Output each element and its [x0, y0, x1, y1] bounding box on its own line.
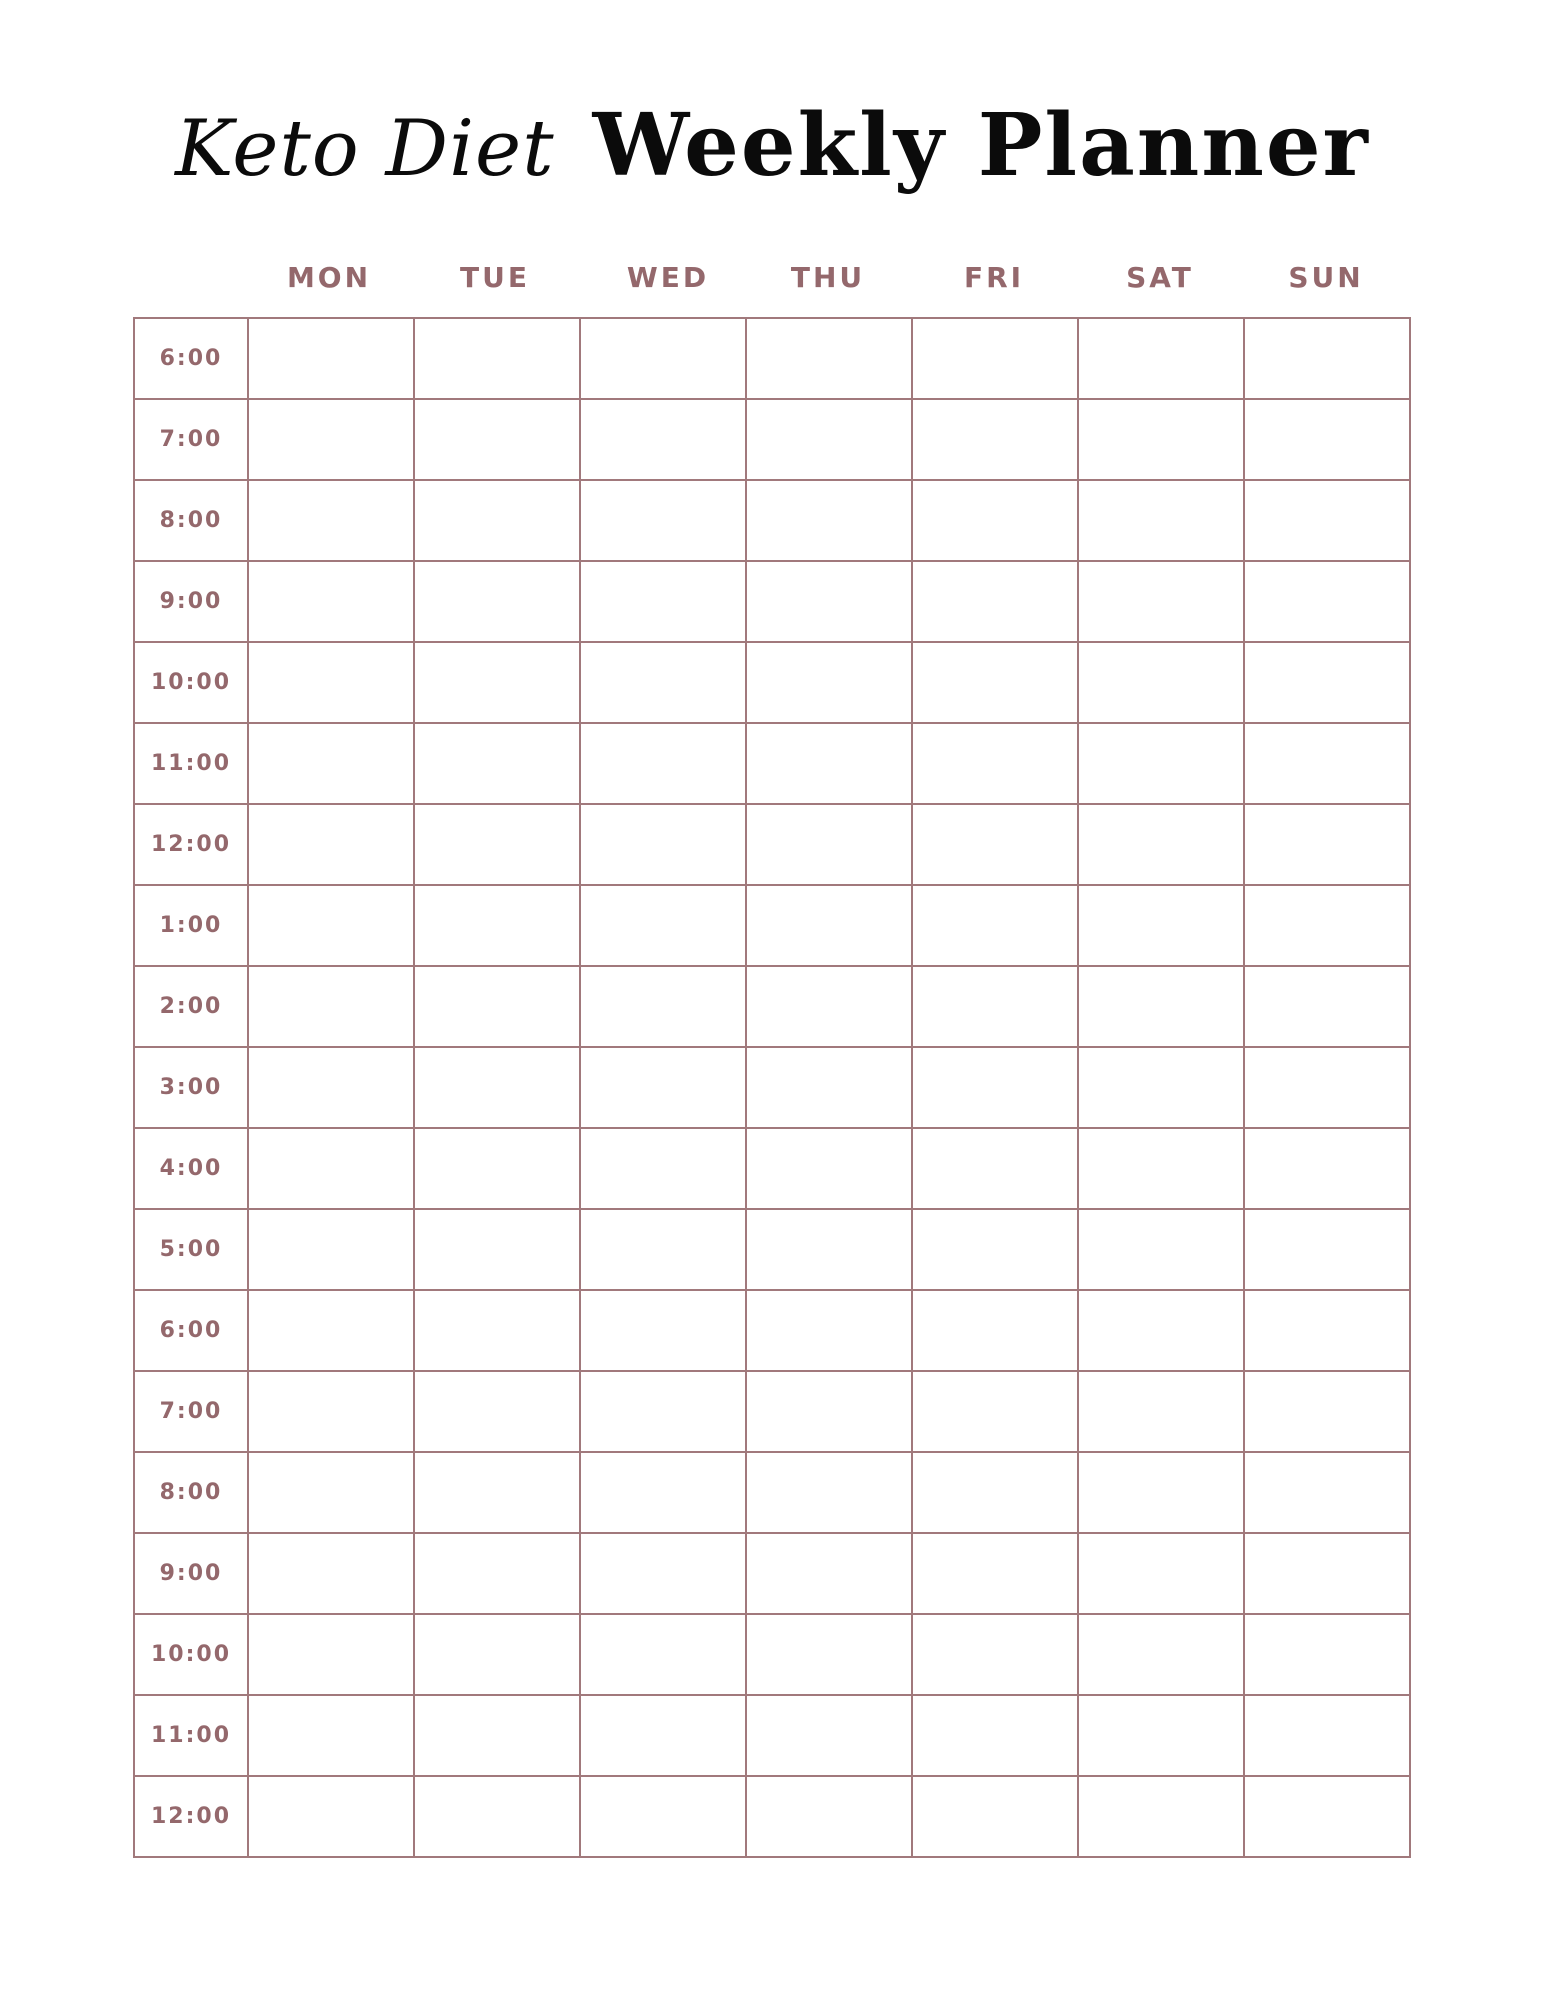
time-row [134, 480, 1410, 561]
time-row [134, 1047, 1410, 1128]
slot-cell-fri[interactable] [912, 561, 1078, 642]
slot-cell-mon[interactable] [248, 480, 414, 561]
slot-cell-tue[interactable] [414, 1452, 580, 1533]
slot-cell-sat[interactable] [1078, 480, 1244, 561]
slot-cell-wed[interactable] [580, 1209, 746, 1290]
time-row [134, 642, 1410, 723]
slot-cell-thu[interactable] [746, 1371, 912, 1452]
day-header-thu: THU [790, 261, 866, 294]
slot-cell-sun[interactable] [1244, 561, 1410, 642]
slot-cell-wed[interactable] [580, 966, 746, 1047]
slot-cell-sun[interactable] [1244, 804, 1410, 885]
slot-cell-thu[interactable] [746, 1452, 912, 1533]
slot-cell-sat[interactable] [1078, 966, 1244, 1047]
slot-cell-wed[interactable] [580, 480, 746, 561]
time-label: 12:00 [134, 1776, 248, 1857]
time-label: 12:00 [134, 804, 248, 885]
slot-cell-fri[interactable] [912, 1452, 1078, 1533]
day-header-mon: MON [286, 261, 372, 294]
slot-cell-mon[interactable] [248, 1128, 414, 1209]
slot-cell-sat[interactable] [1078, 1209, 1244, 1290]
slot-cell-sun[interactable] [1244, 1290, 1410, 1371]
slot-cell-thu[interactable] [746, 642, 912, 723]
slot-cell-sat[interactable] [1078, 1452, 1244, 1533]
slot-cell-wed[interactable] [580, 1695, 746, 1776]
slot-cell-thu[interactable] [746, 966, 912, 1047]
page-title [0, 95, 1545, 196]
slot-cell-thu[interactable] [746, 1695, 912, 1776]
slot-cell-sat[interactable] [1078, 1533, 1244, 1614]
slot-cell-wed[interactable] [580, 1614, 746, 1695]
slot-cell-sun[interactable] [1244, 966, 1410, 1047]
slot-cell-sat[interactable] [1078, 804, 1244, 885]
slot-cell-thu[interactable] [746, 1290, 912, 1371]
slot-cell-wed[interactable] [580, 1128, 746, 1209]
slot-cell-sat[interactable] [1078, 642, 1244, 723]
slot-cell-fri[interactable] [912, 318, 1078, 399]
slot-cell-fri[interactable] [912, 723, 1078, 804]
time-row [134, 1290, 1410, 1371]
slot-cell-fri[interactable] [912, 1209, 1078, 1290]
slot-cell-sun[interactable] [1244, 1209, 1410, 1290]
slot-cell-mon[interactable] [248, 1533, 414, 1614]
slot-cell-fri[interactable] [912, 1290, 1078, 1371]
time-row [134, 723, 1410, 804]
day-header-fri: FRI [963, 261, 1025, 294]
slot-cell-sun[interactable] [1244, 480, 1410, 561]
day-header-sun: SUN [1288, 261, 1364, 294]
slot-cell-thu[interactable] [746, 1209, 912, 1290]
slot-cell-tue[interactable] [414, 1209, 580, 1290]
slot-cell-mon[interactable] [248, 1695, 414, 1776]
slot-cell-wed[interactable] [580, 723, 746, 804]
slot-cell-wed[interactable] [580, 804, 746, 885]
slot-cell-thu[interactable] [746, 1614, 912, 1695]
time-row [134, 1776, 1410, 1857]
slot-cell-fri[interactable] [912, 1371, 1078, 1452]
slot-cell-tue[interactable] [414, 1533, 580, 1614]
slot-cell-wed[interactable] [580, 1371, 746, 1452]
slot-cell-sun[interactable] [1244, 1371, 1410, 1452]
slot-cell-tue[interactable] [414, 642, 580, 723]
day-header-sat: SAT [1126, 261, 1194, 294]
slot-cell-sun[interactable] [1244, 1776, 1410, 1857]
time-label: 11:00 [134, 1695, 248, 1776]
slot-cell-fri[interactable] [912, 1614, 1078, 1695]
slot-cell-fri[interactable] [912, 804, 1078, 885]
time-row [134, 1371, 1410, 1452]
slot-cell-mon[interactable] [248, 318, 414, 399]
slot-cell-thu[interactable] [746, 804, 912, 885]
time-label: 6:00 [134, 318, 248, 399]
slot-cell-tue[interactable] [414, 1371, 580, 1452]
time-row [134, 318, 1410, 399]
slot-cell-mon[interactable] [248, 966, 414, 1047]
time-label: 9:00 [134, 561, 248, 642]
slot-cell-mon[interactable] [248, 399, 414, 480]
slot-cell-sat[interactable] [1078, 1290, 1244, 1371]
slot-cell-thu[interactable] [746, 1776, 912, 1857]
time-row [134, 399, 1410, 480]
slot-cell-sat[interactable] [1078, 561, 1244, 642]
time-row [134, 966, 1410, 1047]
time-row [134, 1452, 1410, 1533]
slot-cell-fri[interactable] [912, 1128, 1078, 1209]
time-label: 2:00 [134, 966, 248, 1047]
slot-cell-thu[interactable] [746, 723, 912, 804]
slot-cell-wed[interactable] [580, 561, 746, 642]
slot-cell-tue[interactable] [414, 1614, 580, 1695]
slot-cell-fri[interactable] [912, 642, 1078, 723]
slot-cell-sat[interactable] [1078, 1776, 1244, 1857]
day-header-tue: TUE [460, 261, 530, 294]
slot-cell-thu[interactable] [746, 1128, 912, 1209]
time-label: 11:00 [134, 723, 248, 804]
slot-cell-wed[interactable] [580, 1533, 746, 1614]
slot-cell-sat[interactable] [1078, 1047, 1244, 1128]
slot-cell-mon[interactable] [248, 723, 414, 804]
slot-cell-mon[interactable] [248, 642, 414, 723]
time-label: 4:00 [134, 1128, 248, 1209]
slot-cell-tue[interactable] [414, 561, 580, 642]
slot-cell-fri[interactable] [912, 966, 1078, 1047]
time-label: 7:00 [134, 1371, 248, 1452]
title-main: Weekly Planner [592, 95, 1370, 196]
slot-cell-fri[interactable] [912, 1695, 1078, 1776]
slot-cell-sun[interactable] [1244, 885, 1410, 966]
time-label: 6:00 [134, 1290, 248, 1371]
slot-cell-tue[interactable] [414, 1128, 580, 1209]
slot-cell-wed[interactable] [580, 1776, 746, 1857]
slot-cell-thu[interactable] [746, 318, 912, 399]
slot-cell-tue[interactable] [414, 480, 580, 561]
slot-cell-sat[interactable] [1078, 885, 1244, 966]
title-script: Keto Diet [175, 104, 555, 194]
slot-cell-wed[interactable] [580, 642, 746, 723]
time-label: 1:00 [134, 885, 248, 966]
time-row [134, 1695, 1410, 1776]
time-row [134, 885, 1410, 966]
slot-cell-sun[interactable] [1244, 399, 1410, 480]
slot-cell-mon[interactable] [248, 885, 414, 966]
time-row [134, 1128, 1410, 1209]
slot-cell-sat[interactable] [1078, 1695, 1244, 1776]
slot-cell-thu[interactable] [746, 1047, 912, 1128]
slot-cell-sun[interactable] [1244, 1452, 1410, 1533]
slot-cell-sun[interactable] [1244, 318, 1410, 399]
slot-cell-mon[interactable] [248, 1209, 414, 1290]
slot-cell-wed[interactable] [580, 885, 746, 966]
slot-cell-tue[interactable] [414, 1776, 580, 1857]
time-label: 8:00 [134, 480, 248, 561]
slot-cell-tue[interactable] [414, 804, 580, 885]
slot-cell-mon[interactable] [248, 1452, 414, 1533]
slot-cell-mon[interactable] [248, 1290, 414, 1371]
slot-cell-sat[interactable] [1078, 399, 1244, 480]
slot-cell-tue[interactable] [414, 1047, 580, 1128]
time-row [134, 804, 1410, 885]
slot-cell-fri[interactable] [912, 1776, 1078, 1857]
planner-grid [133, 317, 1411, 1858]
slot-cell-thu[interactable] [746, 885, 912, 966]
slot-cell-sun[interactable] [1244, 723, 1410, 804]
slot-cell-fri[interactable] [912, 399, 1078, 480]
slot-cell-thu[interactable] [746, 399, 912, 480]
slot-cell-mon[interactable] [248, 561, 414, 642]
slot-cell-fri[interactable] [912, 1533, 1078, 1614]
slot-cell-thu[interactable] [746, 561, 912, 642]
slot-cell-tue[interactable] [414, 1290, 580, 1371]
day-header-wed: WED [626, 261, 710, 294]
time-label: 9:00 [134, 1533, 248, 1614]
time-label: 7:00 [134, 399, 248, 480]
slot-cell-sat[interactable] [1078, 723, 1244, 804]
slot-cell-tue[interactable] [414, 723, 580, 804]
slot-cell-mon[interactable] [248, 1614, 414, 1695]
slot-cell-tue[interactable] [414, 966, 580, 1047]
slot-cell-fri[interactable] [912, 885, 1078, 966]
time-label: 5:00 [134, 1209, 248, 1290]
slot-cell-mon[interactable] [248, 804, 414, 885]
slot-cell-wed[interactable] [580, 318, 746, 399]
slot-cell-sun[interactable] [1244, 1695, 1410, 1776]
slot-cell-sat[interactable] [1078, 318, 1244, 399]
slot-cell-mon[interactable] [248, 1371, 414, 1452]
slot-cell-sat[interactable] [1078, 1614, 1244, 1695]
slot-cell-thu[interactable] [746, 1533, 912, 1614]
time-row [134, 1209, 1410, 1290]
slot-cell-mon[interactable] [248, 1776, 414, 1857]
slot-cell-sat[interactable] [1078, 1128, 1244, 1209]
time-row [134, 1614, 1410, 1695]
slot-cell-wed[interactable] [580, 1290, 746, 1371]
slot-cell-sun[interactable] [1244, 1128, 1410, 1209]
slot-cell-tue[interactable] [414, 885, 580, 966]
time-label: 10:00 [134, 642, 248, 723]
slot-cell-wed[interactable] [580, 1452, 746, 1533]
slot-cell-sun[interactable] [1244, 1047, 1410, 1128]
slot-cell-fri[interactable] [912, 1047, 1078, 1128]
slot-cell-wed[interactable] [580, 1047, 746, 1128]
slot-cell-wed[interactable] [580, 399, 746, 480]
time-label: 3:00 [134, 1047, 248, 1128]
time-row [134, 561, 1410, 642]
slot-cell-sat[interactable] [1078, 1371, 1244, 1452]
slot-cell-sun[interactable] [1244, 1533, 1410, 1614]
slot-cell-sun[interactable] [1244, 642, 1410, 723]
slot-cell-thu[interactable] [746, 480, 912, 561]
slot-cell-tue[interactable] [414, 399, 580, 480]
slot-cell-fri[interactable] [912, 480, 1078, 561]
slot-cell-sun[interactable] [1244, 1614, 1410, 1695]
time-label: 8:00 [134, 1452, 248, 1533]
time-row [134, 1533, 1410, 1614]
slot-cell-tue[interactable] [414, 318, 580, 399]
time-label: 10:00 [134, 1614, 248, 1695]
slot-cell-mon[interactable] [248, 1047, 414, 1128]
slot-cell-tue[interactable] [414, 1695, 580, 1776]
